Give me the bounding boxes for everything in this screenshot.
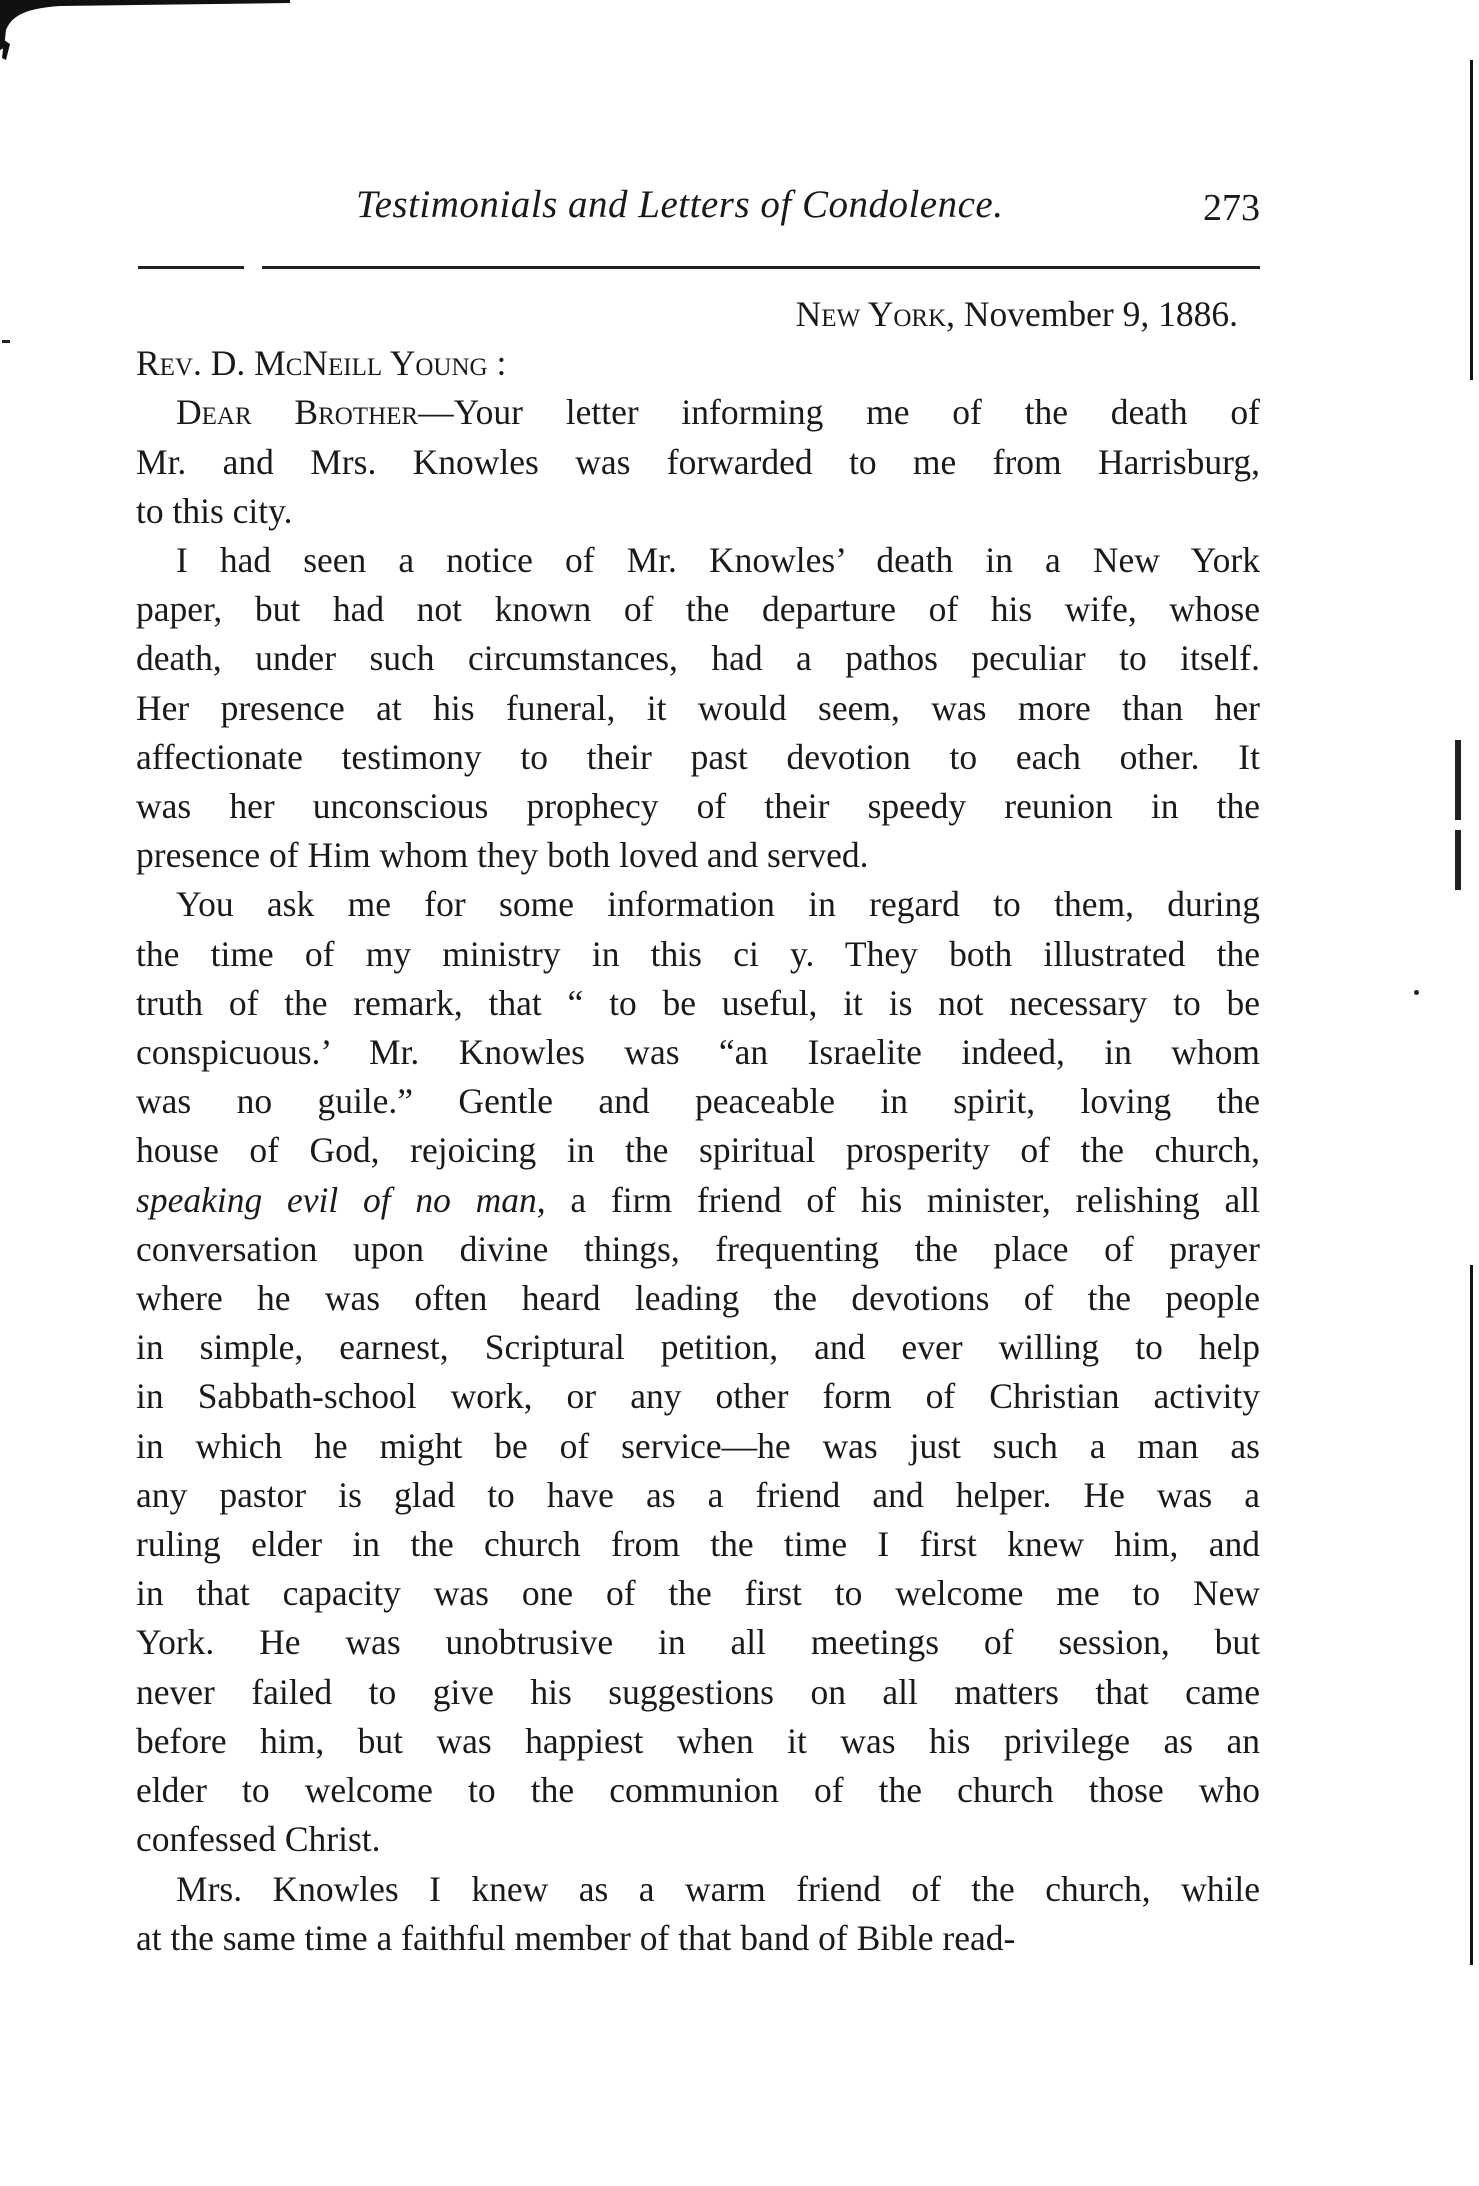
- text-line: You ask me for some information in regard to them, during: [176, 884, 1260, 925]
- text-line: presence of Him whom they both loved and served.: [136, 835, 869, 876]
- text-line: the time of my ministry in this ci y. They both illustrated the: [136, 933, 1260, 974]
- text-line: before him, but was happiest when it was his privilege as an: [136, 1720, 1260, 1761]
- text-line: affectionate testimony to their past devotion to each other. It: [136, 736, 1260, 777]
- margin-ink-mark: [1414, 990, 1419, 995]
- text-line: at the same time a faithful member of that band of Bible read-: [136, 1917, 1016, 1958]
- text-line: ruling elder in the church from the time I first knew him, and: [136, 1524, 1260, 1565]
- text-line: Mr. and Mrs. Knowles was forwarded to me from Harrisburg,: [136, 441, 1260, 482]
- text-line: never failed to give his suggestions on all matters that came: [136, 1671, 1260, 1712]
- dateline: [136, 290, 1260, 339]
- scan-edge-line-bottom: [1470, 1265, 1473, 1965]
- page-header: [136, 182, 1260, 242]
- text-line: [136, 388, 1260, 437]
- text-line: in which he might be of service—he was just such a man as: [136, 1425, 1260, 1466]
- line-text: a firm friend of his minister, relishing all: [545, 1179, 1260, 1220]
- text-line: in Sabbath-school work, or any other form of Christian activity: [136, 1376, 1260, 1417]
- line-text: —Your letter informing me of the death of: [418, 392, 1260, 433]
- text-line: death, under such circumstances, had a pathos peculiar to itself.: [136, 638, 1260, 679]
- text-line: house of God, rejoicing in the spiritual prosperity of the church,: [136, 1130, 1260, 1171]
- greeting: Dear Brother: [176, 392, 419, 433]
- text-line: truth of the remark, that “ to be useful, it is not necessary to be: [136, 982, 1260, 1023]
- salutation: [136, 339, 1260, 388]
- text-line: paper, but had not known of the departure of his wife, whose: [136, 589, 1260, 630]
- text-line: was no guile.” Gentle and peaceable in spirit, loving the: [136, 1081, 1260, 1122]
- text-line: confessed Christ.: [136, 1819, 381, 1860]
- text-line: to this city.: [136, 490, 293, 531]
- text-line: I had seen a notice of Mr. Knowles’ death in a New York: [176, 540, 1260, 581]
- dateline-date: November 9, 1886.: [963, 294, 1238, 334]
- text-line: in simple, earnest, Scriptural petition, and ever willing to help: [136, 1327, 1260, 1368]
- running-title: Testimonials and Letters of Condolence.: [356, 183, 1004, 226]
- margin-ink-mark: [2, 340, 10, 343]
- header-rule: [138, 266, 1260, 269]
- text-line: Mrs. Knowles I knew as a warm friend of the church, while: [176, 1868, 1260, 1909]
- page-number: 273: [1203, 187, 1260, 229]
- paragraph: [136, 536, 1260, 880]
- salutation-colon: :: [496, 343, 507, 384]
- letter-body: [136, 290, 1260, 1963]
- text-line: Her presence at his funeral, it would seem, was more than her: [136, 687, 1260, 728]
- text-line: conversation upon divine things, frequenting the place of prayer: [136, 1228, 1260, 1269]
- scan-edge-line-top: [1470, 60, 1473, 380]
- margin-ink-mark: [1455, 740, 1461, 820]
- text-line: elder to welcome to the communion of the church those who: [136, 1770, 1260, 1811]
- text-line: any pastor is glad to have as a friend and helper. He was a: [136, 1474, 1260, 1515]
- salutation-name: Rev. D. McNeill Young: [136, 343, 488, 384]
- paragraphs: [136, 388, 1260, 1963]
- text-line: was her unconscious prophecy of their speedy reunion in the: [136, 786, 1260, 827]
- paragraph: [136, 880, 1260, 1864]
- text-line: conspicuous.’ Mr. Knowles was “an Israelite indeed, in whom: [136, 1032, 1260, 1073]
- text-line: [136, 1176, 1260, 1225]
- text-line: where he was often heard leading the devotions of the people: [136, 1278, 1260, 1319]
- margin-ink-mark: [1455, 830, 1461, 890]
- text-line: in that capacity was one of the first to welcome me to New: [136, 1573, 1260, 1614]
- text-line: York. He was unobtrusive in all meetings of session, but: [136, 1622, 1260, 1663]
- dateline-place: New York,: [795, 294, 956, 334]
- paragraph: [136, 1865, 1260, 1963]
- paragraph: [136, 388, 1260, 536]
- italic-phrase: speaking evil of no man,: [136, 1179, 546, 1220]
- scan-corner-mark: [0, 0, 290, 60]
